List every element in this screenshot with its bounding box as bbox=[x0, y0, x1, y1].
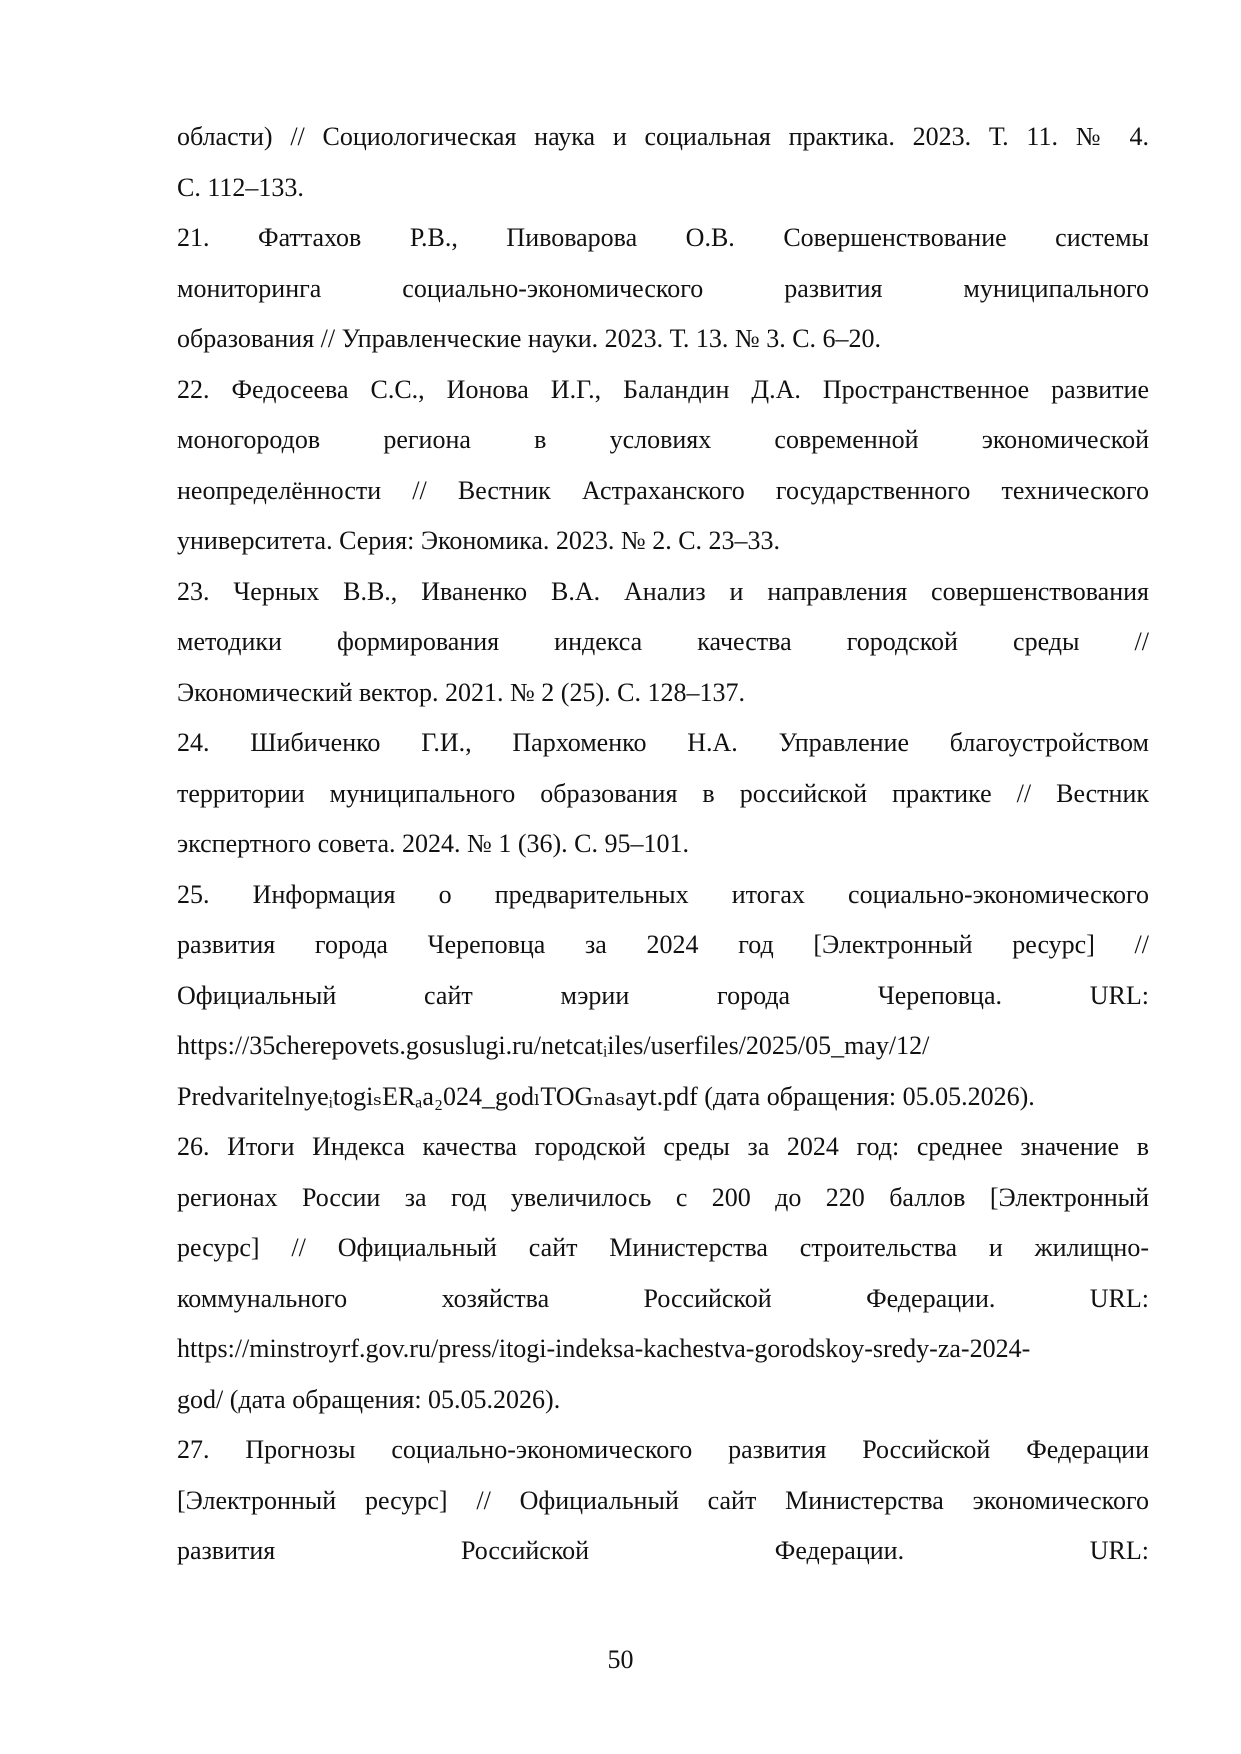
reference-list bbox=[177, 112, 1149, 1577]
reference-23-line: 23. Черных В.В., Иваненко В.А. Анализ и направления совершенствования bbox=[177, 576, 1149, 606]
text-line: методики формирования индекса качества городской среды // bbox=[177, 627, 1149, 656]
reference-24-line: 24. Шибиченко Г.И., Пархоменко Н.А. Управление благоустройством bbox=[177, 728, 1149, 757]
text-line: территории муниципального образования в российской практике // Вестник bbox=[177, 778, 1149, 808]
text-line: регионах России за год увеличилось с 200 до 220 баллов [Электронный bbox=[177, 1182, 1149, 1212]
reference-26-line: 26. Итоги Индекса качества городской среды за 2024 год: среднее значение в bbox=[177, 1132, 1149, 1161]
text-line: экспертного совета. 2024. № 1 (36). С. 95–101. bbox=[177, 829, 689, 858]
text-line: образования // Управленческие науки. 2023. Т. 13. № 3. С. 6–20. bbox=[177, 324, 882, 353]
text-line: моногородов региона в условиях современной экономической bbox=[177, 425, 1149, 454]
url-line: https://35cherepovets.gosuslugi.ru/netcatᵢiles/userfiles/2025/05_may/12/ bbox=[177, 1031, 930, 1060]
text-line: Официальный сайт мэрии города Череповца. URL: bbox=[177, 980, 1149, 1010]
text-line: университета. Серия: Экономика. 2023. № 2. С. 23–33. bbox=[177, 526, 781, 555]
text-line: мониторинга социально-экономического развития муниципального bbox=[177, 273, 1149, 303]
reference-21-line: 21. Фаттахов Р.В., Пивоварова О.В. Совершенствование системы bbox=[177, 223, 1149, 252]
text-line: развития Российской Федерации. URL: bbox=[177, 1536, 1149, 1565]
page-number: 50 bbox=[607, 1645, 634, 1674]
text-line: неопределённости // Вестник Астраханского государственного технического bbox=[177, 475, 1149, 505]
url-line: https://minstroyrf.gov.ru/press/itogi-indeksa-kachestva-gorodskoy-sredy-za-2024- bbox=[177, 1334, 1031, 1363]
text-line: С. 112–133. bbox=[177, 172, 304, 202]
reference-25-line: 25. Информация о предварительных итогах социально-экономического bbox=[177, 879, 1149, 909]
url-line: PredvaritelnyeᵢtogiₛERₐa₂024_godₗTOGₙaₛayt.pdf (дата обращения: 05.05.2026). bbox=[177, 1081, 1035, 1111]
text-line: [Электронный ресурс] // Официальный сайт Министерства экономического bbox=[177, 1485, 1149, 1515]
reference-27-line: 27. Прогнозы социально-экономического развития Российской Федерации bbox=[177, 1435, 1149, 1464]
text-line: Экономический вектор. 2021. № 2 (25). С. 128–137. bbox=[177, 677, 745, 707]
text-line: развития города Череповца за 2024 год [Электронный ресурс] // bbox=[177, 930, 1149, 959]
text-line: области) // Социологическая наука и социальная практика. 2023. Т. 11. № 4. bbox=[177, 122, 1149, 151]
text-line: god/ (дата обращения: 05.05.2026). bbox=[177, 1384, 561, 1414]
text-line: коммунального хозяйства Российской Федерации. URL: bbox=[177, 1283, 1149, 1313]
text-line: ресурс] // Официальный сайт Министерства строительства и жилищно- bbox=[177, 1233, 1149, 1262]
reference-22-line: 22. Федосеева С.С., Ионова И.Г., Баландин Д.А. Пространственное развитие bbox=[177, 374, 1149, 404]
